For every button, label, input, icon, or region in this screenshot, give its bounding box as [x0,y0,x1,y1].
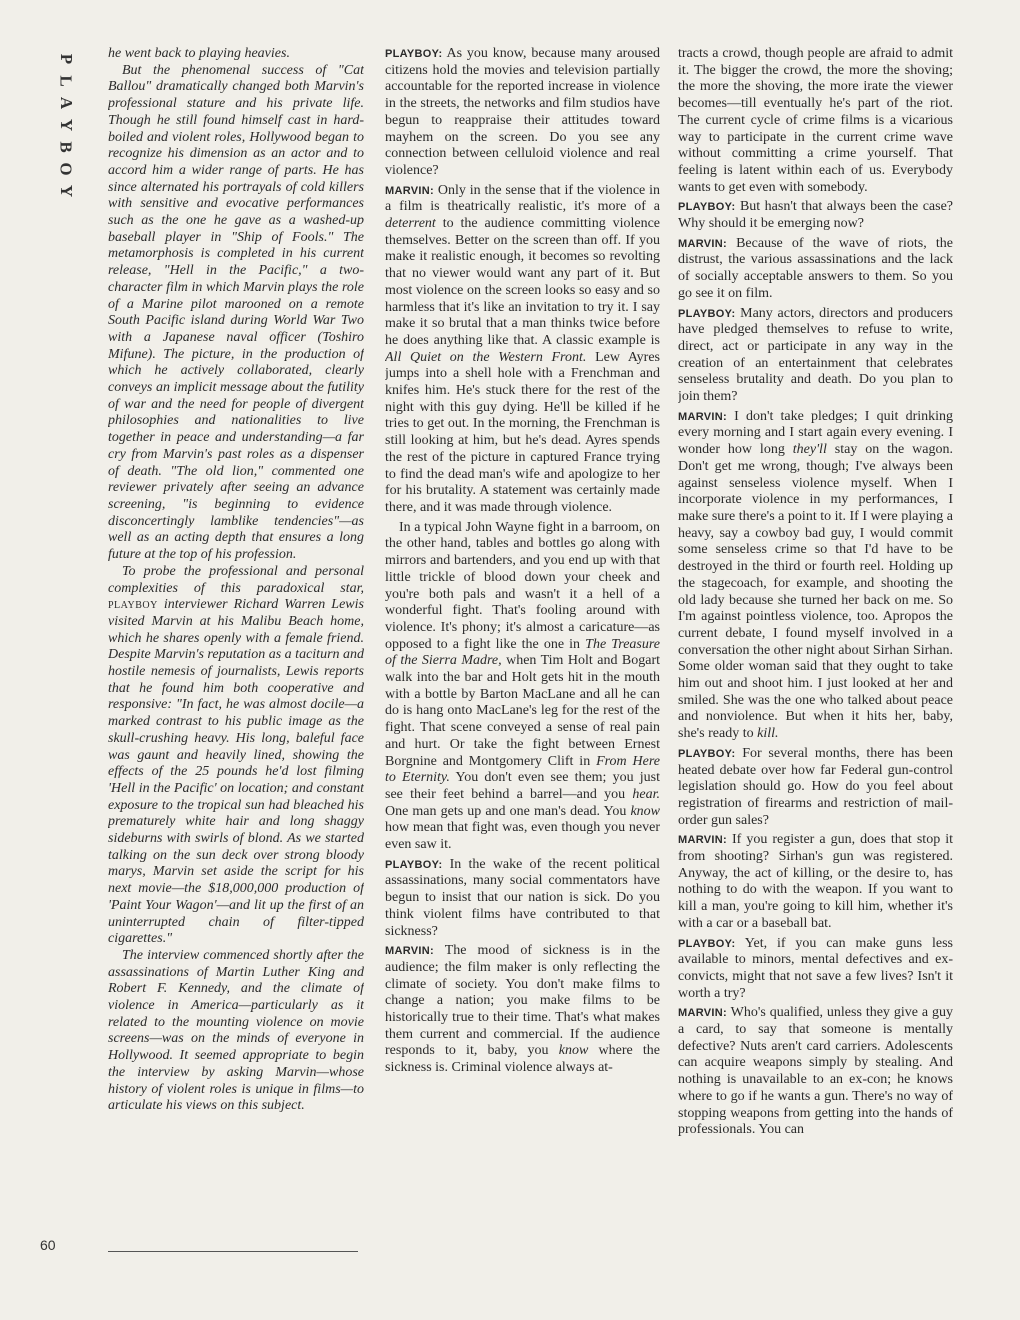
film-title: All Quiet on the Western Front. [385,349,587,365]
question-text: Yet, if you can make guns less available to minors, mental defectives and ex-convicts, might that not save a few lives? Isn't it worth a try? [678,935,953,1001]
running-head-letter: P [56,53,76,65]
answer-text: The mood of sickness is in the audience; the film maker is only reflecting the climate of society. You don't make films to change a nation; you make films to be historically true to their time. That's what makes them current and commercial. If the audience responds to it, baby, you [385,943,660,1059]
speaker-label-marvin: MARVIN: [385,945,434,958]
magazine-name: playboy [108,597,158,613]
question-text: For several months, there has been heated debate over how far Federal gun-control legislation should go. How do you feel about registration of firearms and restriction of mail-order gun sales? [678,745,953,828]
answer-text: where the sickness is. Criminal violence always at- [385,1043,660,1076]
running-head-letter: B [57,141,76,153]
speaker-label-marvin: MARVIN: [678,410,727,423]
interview-column-3 [678,46,953,1251]
speaker-label-marvin: MARVIN: [678,834,727,847]
emphasis: deterrent [385,216,436,232]
answer [678,832,953,932]
emphasis: know [558,1043,589,1059]
answer-continued: tracts a crowd, though people are afraid to admit it. The bigger the crowd, the more the shoving; the more the shoving, the more irate the viewer becomes—till eventually he's part of the riot. The current cycle of crime films is a vicarious way to participate in the current crime wave without committing a crime yourself. That feeling is latent within each of us. Everybody wants to get even with somebody. [678,46,953,195]
running-head-letter: A [57,96,76,110]
intro-paragraph [108,564,364,948]
emphasis: know [630,803,660,819]
speaker-label-marvin: MARVIN: [678,1007,727,1020]
speaker-label-playboy: PLAYBOY: [678,747,736,760]
question-text: Many actors, directors and producers have pledged themselves to refuse to write, direct, act or participate in any way in the creation of an entertainment that celebrates senseless brutality and death. Do you plan to join them? [678,305,953,405]
speaker-label-playboy: PLAYBOY: [678,937,736,950]
emphasis: hear. [632,786,660,802]
question [385,46,660,180]
answer-text: Because of the wave of riots, the distrust, the various assassinations and the lack of socially acceptable answers to them. So you go see it on film. [678,235,953,301]
speaker-label-playboy: PLAYBOY: [385,858,443,871]
question [678,306,953,406]
question-text: As you know, because many aroused citizens hold the movies and television partially accountable for the reported increase in violence in the streets, the networks and film studios have begun to reappraise their attitudes toward mayhem on the screen. Do you see any connection between celluloid violence and real violence? [385,46,660,178]
answer-text: One man gets up and one man's dead. You [385,803,627,819]
answer [678,1005,953,1139]
question [678,746,953,830]
film-title: From Here to Eternity. [385,753,660,786]
running-head [52,48,80,202]
answer-text: Lew Ayres jumps into a shell hole with a Frenchman and knifes him. He's stuck there for the rest of the night with this guy dying. He'll be killed if he tries to get out. In the morning, the Frenchman is still looking at him, but he's dead. Ayres spends the rest of the picture in captured France trying to find the dead man's wife and apologize to her for his brutality. A statement was certainly made there, and it was made through violence. [385,349,660,515]
answer-text: when Tim Holt and Bogart walk into the bar and Holt gets hit in the mouth with a bottle by Barton MacLane and all he can do is hang onto MacLane's leg for the rest of the fight. That scene conveyed a sense of real pain and hurt. Or take the fight between Ernest Borgnine and Montgomery Clift in [385,653,660,769]
running-head-letter: O [56,162,76,176]
question [678,199,953,232]
intro-paragraph: The interview commenced shortly after the assassinations of Martin Luther King and Robert F. Kennedy, and the climate of violence in America—particularly as it related to the mounting violence on movie screens—was on the minds of everyone in Hollywood. It seemed appropriate to begin the interview by asking Marvin—whose history of violent roles is unique in films—to articulate his views on this subject. [108,947,364,1114]
answer-text: how mean that fight was, even though you never even saw it. [385,820,660,853]
interview-column-2 [385,46,660,1251]
intro-paragraph: he went back to playing heavies. [108,46,290,61]
emphasis: they'll [792,442,827,458]
running-head-letter: Y [57,118,76,132]
question-text: But hasn't that always been the case? Why should it be emerging now? [678,199,953,232]
answer-continued [385,520,660,854]
film-title: The Treasure of the Sierra Madre, [385,636,660,669]
running-head-letter: Y [57,184,76,198]
answer-text: In a typical John Wayne fight in a barroom, on the other hand, tables and bottles go along with mirrors and bartenders, and you end up with that little trickle of blood down your cheek and you're both pals and wasn't it a hell of a wonderful fight. That's fooling around with violence. It's phony; it's almost a caricature—as opposed to a fight like the one in [385,519,660,652]
question [678,936,953,1003]
question-text: In the wake of the recent political assassinations, many social commentators have begun to insist that our nation is sick. Do you think violent films have contributed to that sickness? [385,856,660,939]
intro-text: interviewer Richard Warren Lewis visited Marvin at his Malibu Beach home, which he shares openly with a female friend. Despite Marvin's reputation as a taciturn and hostile nemesis of journalists, Lewis reports that he found him both cooperative and responsive: "In fact, he was almost docile—a marked contrast to his public image as the skull-crushing heavy. His long, baleful face was gaunt and heavily lined, showing the effects of the 25 pounds he'd lost filming 'Hell in the Pacific' on location; and constant exposure to the tropical sun had bleached his prematurely white hair and long shaggy sideburns with swirls of blond. As we started talking on the sun deck over strong bloody marys, Marvin set aside the script for his next movie—the $18,000,000 production of 'Paint Your Wagon'—and lit up the first of an uninterrupted chain of filter-tipped cigarettes." [108,597,364,947]
answer [385,183,660,517]
speaker-label-playboy: PLAYBOY: [678,201,736,214]
intro-paragraph: But the phenomenal success of "Cat Ballou" dramatically changed both Marvin's professional stature and his private life. Though he still found himself cast in hard-boiled and violent roles, Hollywood began to recognize his dimension as an actor and to accord him a wider range of parts. He has since alternated his portrayals of cold killers with sensitive and evocative performances such as the one he gave as a washed-up baseball player in "Ship of Fools." The metamorphosis is completed in his current release, "Hell in the Pacific," a two-character film in which Marvin plays the role of a Marine pilot marooned on a remote South Pacific island during World War Two with a Japanese naval officer (Toshiro Mifune). The picture, in the production of which he actively collaborated, clearly conveys an implicit message about the futility of war and the need for people of divergent philosophies and nationalities to live together in peace and understanding—a far cry from Marvin's past roles as a dispenser of death. "The old lion," commented one reviewer privately after seeing an advance screening, "is beginning to evidence disconcertingly lamblike tendencies"—as well as an acting depth that ensures a long future at the top of his profession. [108,62,364,563]
answer-text: You don't even see them; you just see their feet behind a barrel—and you [385,770,660,802]
speaker-label-marvin: MARVIN: [385,184,434,197]
speaker-label-playboy: PLAYBOY: [385,48,443,60]
answer [385,943,660,1077]
page-number: 60 [40,1237,56,1253]
bottom-rule [108,1251,358,1252]
intro-column [108,46,364,1251]
speaker-label-playboy: PLAYBOY: [678,307,736,320]
answer-text: to the audience committing violence themselves. Better on the screen than off. If you make it realistic enough, it becomes so revolting that no viewer would want any part of it. But most violence on the screen looks so easy and so harmless that it's like an invitation to try it. I say make it so brutal that a man thinks twice before he does anything like that. A classic example is [385,216,660,348]
answer [678,236,953,303]
answer-text: Only in the sense that if the violence in a film is theatrically realistic, it's more of a [385,182,660,215]
speaker-label-marvin: MARVIN: [678,237,727,250]
answer-text: Who's qualified, unless they give a guy a card, to say that someone is mentally defective? Nuts aren't card carriers. Adolescents can acquire weapons simply by stealing. And nothing is unavailable to an ex-con; he knows where to go if he wants a gun. There's no way of stopping weapons from getting into the hands of professionals. You can [678,1005,953,1138]
answer-text: stay on the wagon. Don't get me wrong, though; I've always been against senseless violence myself. When I incorporate violence in my performances, I make sure there's a point to it. If I were playing a heavy, say a cowboy bad guy, I would commit some senseless crime so that I'd have to be destroyed in the third or fourth reel. Holding up the stagecoach, for example, and shooting the old lady because she turned her back on me. So I'm against pointless violence, too. Apropos the current debate, I found myself involved in a conversation the other night about Sirhan Sirhan. Some older woman said that they ought to take him out and shoot him. I just looked at her and smiled. She was the one who talked about peace and nonviolence. But when it hits her, baby, she's ready to [678,442,953,742]
answer [678,409,953,743]
running-head-letter: L [57,75,76,87]
emphasis: kill. [757,726,779,742]
answer-text: I don't take pledges; I quit drinking every morning and I start again every evening. I wonder how long [678,408,953,458]
answer-text: If you register a gun, does that stop it from shooting? Sirhan's gun was registered. Anyway, the act of killing, or the desire to, has nothing to do with the weapon. If you want to kill a man, you're going to kill him, whether it's with a car or a baseball bat. [678,832,953,931]
intro-text: To probe the professional and personal complexities of this paradoxical star, [108,563,364,596]
question [385,857,660,941]
